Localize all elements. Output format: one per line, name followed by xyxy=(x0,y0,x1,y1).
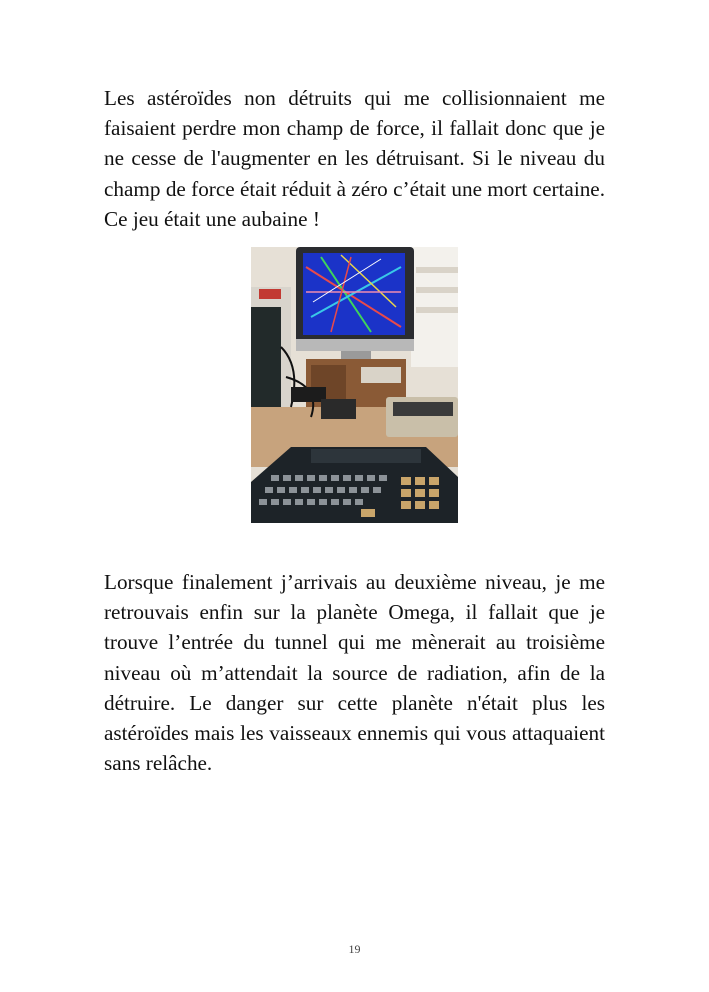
paragraph-2: Lorsque finalement j’arrivais au deuxième niveau, je me retrouvais enfin sur la planète Omega, il fallait que je trouve l’entrée du tunnel qui me mènerait au troisième niveau où m’attendait la source de radiation, afin de la détruire. Le danger sur cette planète n'était plus les astéroïdes mais les vaisseaux ennemis qui vous attaquaient sans relâche. xyxy=(104,570,605,776)
computer-photo xyxy=(251,247,458,523)
page-number: 19 xyxy=(348,942,361,956)
paragraph-1: Les astéroïdes non détruits qui me collisionnaient me faisaient perdre mon champ de force, il fallait donc que je ne cesse de l'augmenter en les détruisant. Si le niveau du champ de force était réduit à zéro c’était une mort certaine. Ce jeu était une aubaine ! xyxy=(104,86,605,231)
